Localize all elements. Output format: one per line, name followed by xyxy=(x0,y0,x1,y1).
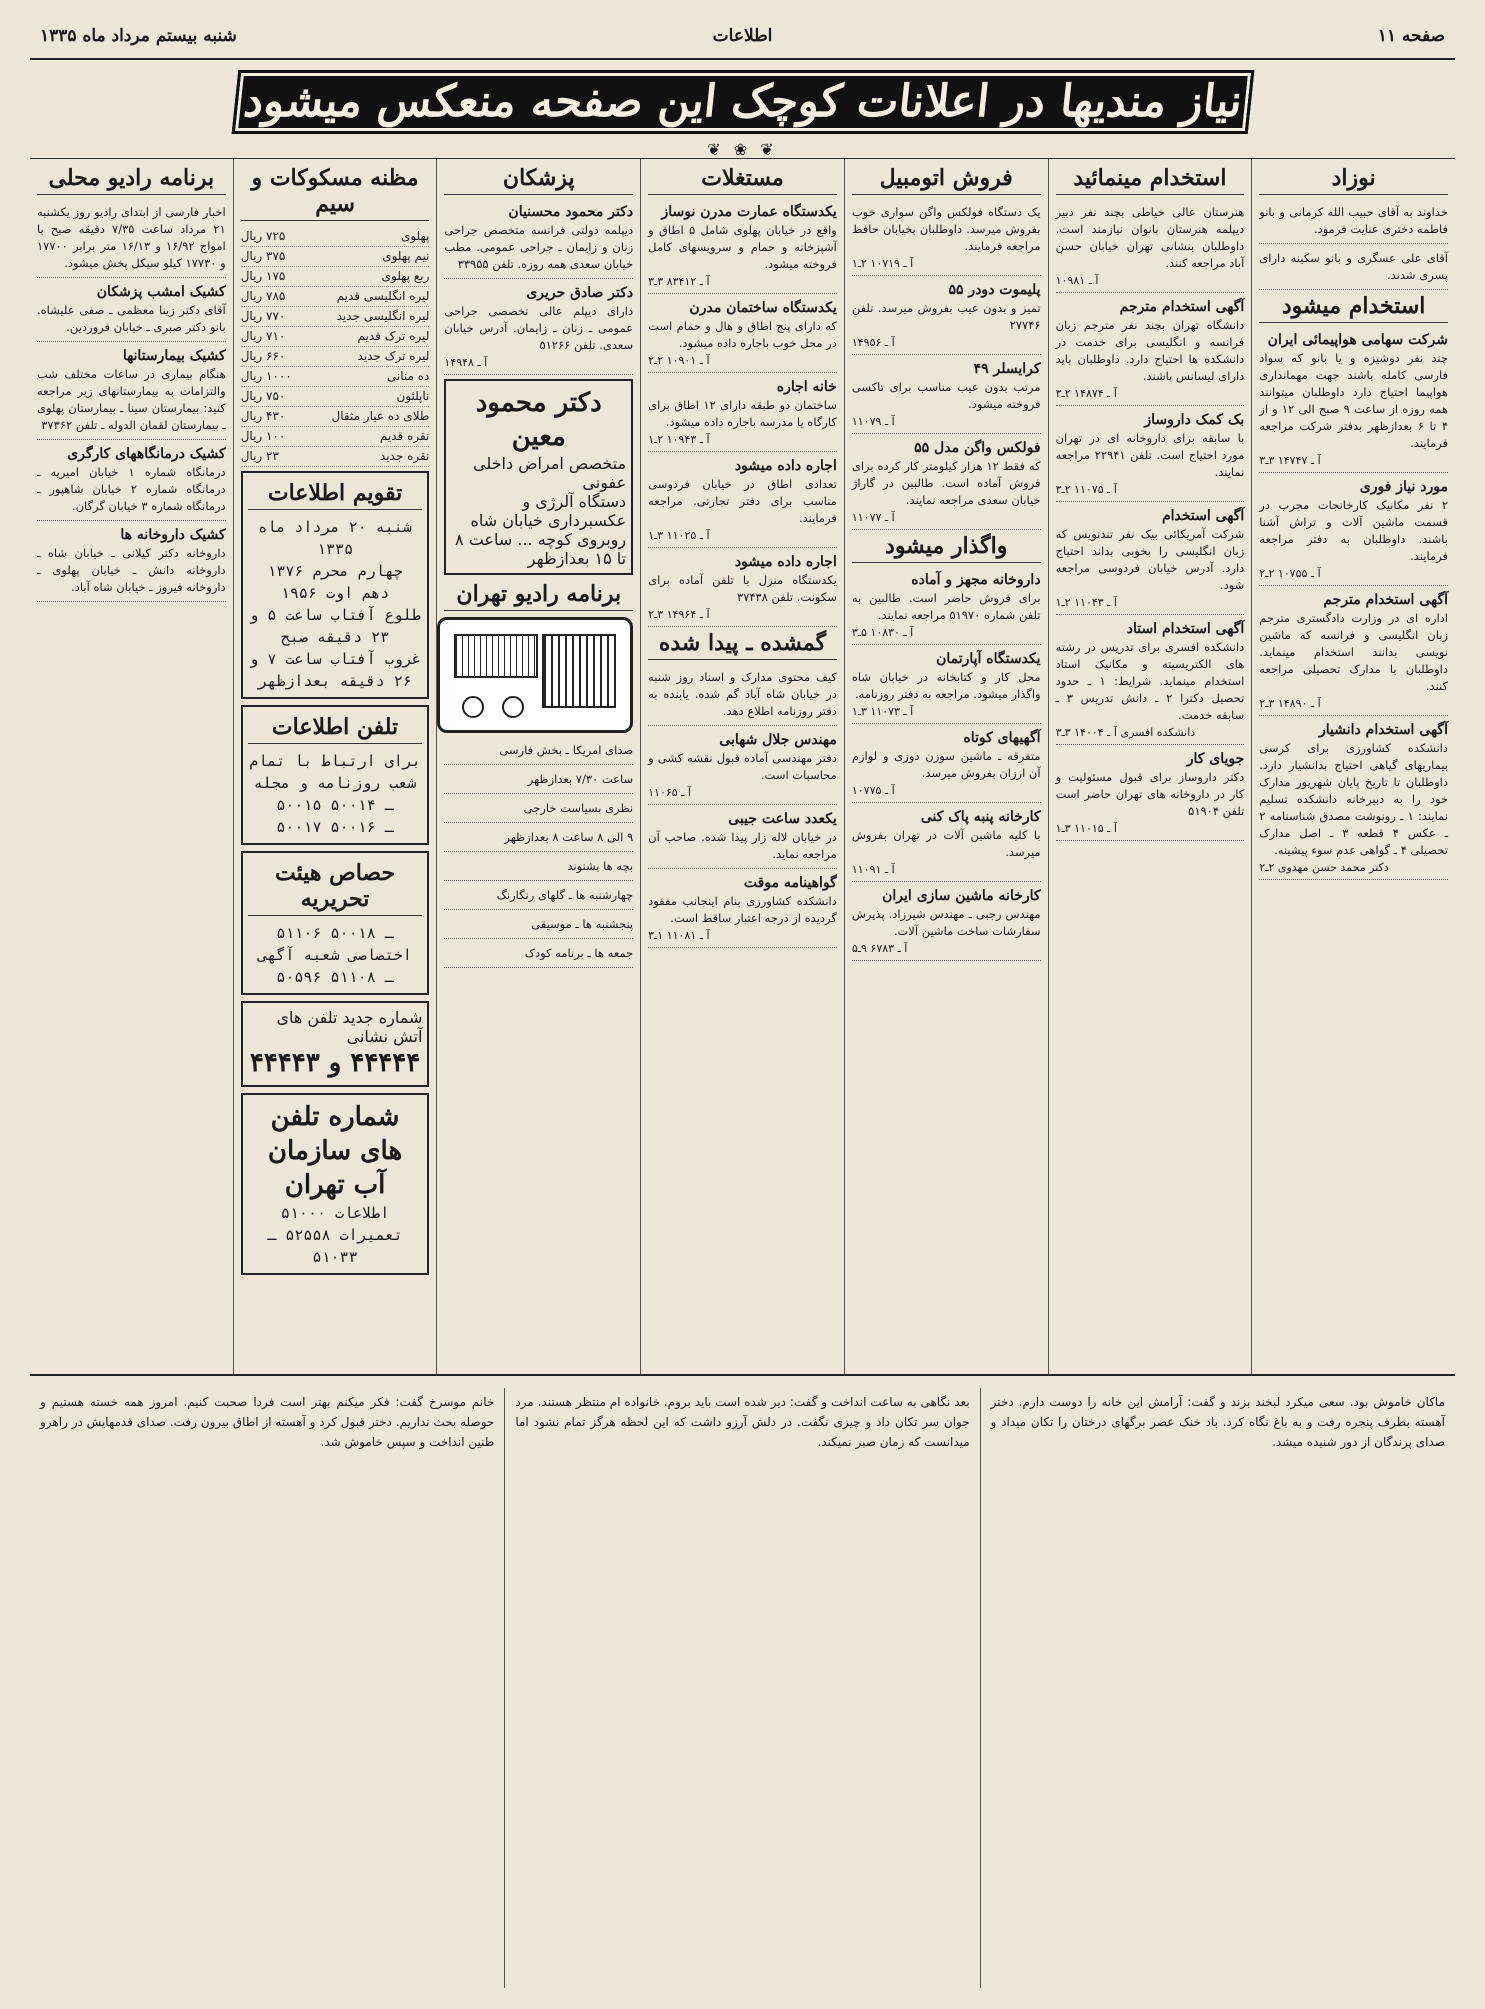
price-row xyxy=(241,367,430,387)
ad-title: کارخانه ماشین سازی ایران xyxy=(882,888,1041,904)
classified-ad xyxy=(1259,247,1448,290)
ad-code: آ ـ ۱۱۰۷۹ xyxy=(851,415,895,428)
water-line: تعمیرات ۵۲۵۵۸ ـ ۵۱۰۳۳ xyxy=(267,1226,403,1266)
editorial-phones-line: اختصاصی شعبه آگهی xyxy=(258,946,412,964)
classified-ad xyxy=(648,551,837,627)
ad-body: شرکت آمریکائی بیک نفر تندنویس که زبان انگلیسی را بخوبی بداند احتیاج دارد. آدرس خیابان فردوسی مراجعه شود. xyxy=(1055,527,1245,592)
calendar-line: دهم اوت ۱۹۵۶ xyxy=(280,584,390,602)
radio-item: صدای امریکا ـ بخش فارسی xyxy=(499,743,634,757)
classified-column xyxy=(436,159,640,1374)
ad-code: آ ـ ۱۰۷۵۵ ۲ـ۲ xyxy=(1259,567,1321,580)
calendar-line: چهارم محرم ۱۳۷۶ xyxy=(267,562,403,580)
ad-body: آقای دکتر زینا معظمی ـ صفی علیشاه. بانو دکتر صبری ـ خیابان فروردین. xyxy=(36,303,226,334)
doctor-ad-box xyxy=(444,379,633,575)
classified-ad xyxy=(1056,296,1245,406)
ad-body: دانشکده کشاورزی برای کرسی بیماریهای گیاهی احتیاج بدانشیار دارد. داوطلبان تا تاریخ پایان شهریور مدارک خود را به دبیرخانه دانشکده تسلیم نمایند: ۱ ـ رونوشت مصدق شناسنامه ۲ ـ عکس ۴ قطعه ۳ ـ اصل مدارک تحصیلی ۴ ـ گواهی عدم سوء پیشینه. xyxy=(1259,741,1448,857)
ad-code: آ ـ ۱۱۰۹۱ xyxy=(851,863,895,876)
water-org-box xyxy=(241,1093,430,1275)
price-value: ۱۰۰ ریال xyxy=(240,429,286,443)
price-row xyxy=(241,307,430,327)
price-name: نقره قدیم xyxy=(379,429,430,443)
ad-body: یکدستگاه منزل با تلفن آماده برای سکونت. تلفن ۳۷۴۳۸ xyxy=(648,573,837,604)
price-row xyxy=(241,407,430,427)
ad-code: دکتر محمد حسن مهدوی ۲ـ۲ xyxy=(1259,861,1389,874)
classified-ad xyxy=(852,806,1041,882)
classified-ad xyxy=(852,727,1041,803)
ad-code: آ ـ ۱۴۸۷۴ ۲ـ۳ xyxy=(1055,387,1117,400)
radio-program xyxy=(444,826,633,852)
ad-body: که فقط ۱۲ هزار کیلومتر کار کرده برای فروش آماده است. طالبین در گاراژ خیابان سعدی مراجعه نمایند. xyxy=(851,459,1041,507)
ad-code: آ ـ ۱۱۰۷۵ ۲ـ۳ xyxy=(1055,483,1117,496)
ad-code: آ ـ ۱۱۰۴۳ ۲ـ۱ xyxy=(1055,596,1117,609)
ad-body: با سابقه برای داروخانه ای در تهران مورد احتیاج است. تلفن ۲۲۹۴۱ مراجعه نمایند. xyxy=(1055,431,1245,479)
ad-body: ساختمان دو طبقه دارای ۱۲ اطاق برای کارگاه یا مدرسه باجاره داده میشود. xyxy=(648,398,837,429)
classified-ad xyxy=(648,729,837,805)
price-name: ده منانی xyxy=(386,369,430,383)
ad-body: واقع در خیابان پهلوی شامل ۵ اطاق و آشپزخانه و حمام و سرویسهای کامل فروخته میشود. xyxy=(648,223,837,271)
page-number: صفحه ۱۱ xyxy=(1377,26,1445,46)
column-heading: نوزاد xyxy=(1259,165,1448,195)
ad-code: آ ـ ۱۰۹۴۳ ۲ـ۱ xyxy=(648,433,710,446)
calendar-heading: تقویم اطلاعات xyxy=(248,480,423,510)
classified-ad xyxy=(648,872,837,948)
column-heading: مستغلات xyxy=(648,165,837,195)
radio-part xyxy=(542,634,616,708)
price-name: ناپلئون xyxy=(396,389,430,403)
editorial-phones-line: ۵۱۱۰۶ ـ ۵۰۰۱۸ xyxy=(276,924,394,942)
ad-title: یکدستگاه عمارت مدرن نوساز xyxy=(661,204,837,220)
classified-ad xyxy=(648,201,837,294)
classified-ad xyxy=(852,569,1041,645)
ad-body: مرتب بدون عیب مناسب برای تاکسی فروخته میشود. xyxy=(851,380,1041,411)
classified-ad xyxy=(1259,719,1448,880)
ad-title: آگهی استخدام مترجم xyxy=(1119,299,1245,315)
radio-program xyxy=(444,884,633,910)
ad-code: آ ـ ۱۴۹۵۶ xyxy=(851,336,895,349)
classified-ad xyxy=(1259,589,1448,716)
price-name: لیره ترک قدیم xyxy=(357,329,430,343)
radio-program xyxy=(444,855,633,881)
price-value: ۶۶۰ ریال xyxy=(240,349,286,363)
ad-body: دانشکده کشاورزی بنام اینجانب مفقود گردیده از درجه اعتبار ساقط است. xyxy=(648,894,837,925)
ad-title: آگهی استخدام مترجم xyxy=(1323,592,1448,608)
radio-program xyxy=(444,913,633,939)
price-value: ۷۵۰ ریال xyxy=(240,389,286,403)
ad-code: آ ـ ۱۴۸۹۰ ۳ـ۲ xyxy=(1259,697,1321,710)
ad-body: هنرستان عالی خیاطی بچند نفر دبیر دیپلمه هنرستان بانوان نیازمند است. داوطلبان بنشانی تهران خیابان حسن آباد مراجعه کنند. xyxy=(1055,205,1245,270)
coin-prices-table xyxy=(241,227,430,467)
ad-code: آ ـ ۸۳۴۱۲ ۳ـ۳ xyxy=(648,275,710,288)
ad-code: آ ـ ۱۰۷۱۹ ۲ـ۱ xyxy=(851,257,914,270)
column-heading: استخدام میشود xyxy=(1259,293,1448,323)
classifieds-columns xyxy=(30,158,1455,1376)
ad-title: کرایسلر ۴۹ xyxy=(973,361,1041,377)
ad-title: گواهینامه موقت xyxy=(743,875,837,891)
classified-ad xyxy=(852,201,1041,276)
ad-title: کشیک بیمارستانها xyxy=(122,348,226,364)
ad-code: دانشکده افسری آ ـ ۱۴۰۰۴ ۳ـ۳ xyxy=(1055,726,1196,739)
phone-info-line: ۵۰۰۱۵ ـ ۵۰۰۱۴ xyxy=(276,796,394,814)
calendar-line: غروب آفتاب ساعت ۷ و ۲۶ دقیقه بعدازظهر xyxy=(249,650,421,690)
classified-ad xyxy=(648,376,837,452)
column-heading: استخدام مینمائید xyxy=(1056,165,1245,195)
ad-body: دکتر داروساز برای قبول مسئولیت و کار در داروخانه های تهران حاضر است تلفن ۵۱۹۰۴ xyxy=(1055,770,1245,818)
classified-ad xyxy=(1056,748,1245,841)
ad-body: داروخانه دکتر کیلانی ـ خیابان شاه ـ داروخانه دانش ـ خیابان پهلوی ـ داروخانه فیروز ـ خیابان شاه آباد. xyxy=(36,546,226,594)
price-name: طلای ده عیار مثقال xyxy=(331,409,430,423)
column-heading: گمشده ـ پیدا شده xyxy=(648,630,837,660)
price-value: ۱۷۵ ریال xyxy=(240,269,286,283)
price-value: ۷۱۰ ریال xyxy=(240,329,286,343)
story-column: بعد نگاهی به ساعت انداخت و گفت: دیر شده است باید بروم. خانواده ام منتظر هستند. مرد جوان سر تکان داد و چیزی نگفت. در دلش آرزو داشت که این لحظه هرگز تمام نشود اما میدانست که زمان صبر نمیکند. xyxy=(504,1388,979,1988)
doctor-specialty: متخصص امراض داخلی عفونی xyxy=(473,454,627,492)
classified-ad xyxy=(648,455,837,548)
classified-ad xyxy=(648,808,837,869)
editorial-phones-heading: حصاص هیئت تحریریه xyxy=(248,860,423,916)
classified-column xyxy=(1251,159,1455,1374)
ad-code: آ ـ ۶۷۸۳ ۹ـ۵ xyxy=(851,942,908,955)
ad-body: دیپلمه دولتی فرانسه متخصص جراحی زنان و زایمان ـ جراحی عمومی. مطب خیابان سعدی همه روزه. تلفن ۳۳۹۵۵ xyxy=(444,223,634,271)
column-heading: واگذار میشود xyxy=(852,533,1041,563)
classified-ad xyxy=(648,297,837,373)
column-heading: مظنه مسکوکات و سیم xyxy=(241,165,430,221)
ad-body: آقای علی عسگری و بانو سکینه دارای پسری شدند. xyxy=(1259,251,1448,282)
price-name: ربع پهلوی xyxy=(381,269,430,283)
ad-title: پلیموت دودر ۵۵ xyxy=(948,282,1041,298)
calendar-line: طلوع آفتاب ساعت ۵ و ۲۳ دقیقه صبح xyxy=(249,606,421,646)
radio-program xyxy=(444,797,633,823)
ad-title: دکتر صادق حریری xyxy=(526,285,634,301)
radio-program xyxy=(444,942,633,968)
radio-item: چهارشنبه ها ـ گلهای رنگارنگ xyxy=(496,888,634,902)
classified-column xyxy=(640,159,844,1374)
price-row xyxy=(241,427,430,447)
ad-code: آ ـ ۱۰۷۷۵ xyxy=(851,784,895,797)
price-row xyxy=(241,247,430,267)
classified-ad xyxy=(648,666,837,726)
ad-body: دارای دیپلم عالی تخصصی جراحی عمومی ـ زنان ـ زایمان. آدرس خیابان سعدی. تلفن ۵۱۲۶۶ xyxy=(444,304,634,352)
ad-title: آگهی استخدام دانشیار xyxy=(1319,722,1448,738)
ad-title: کشیک داروخانه ها xyxy=(120,527,226,543)
column-heading: برنامه رادیو محلی xyxy=(37,165,226,195)
classified-ad xyxy=(37,201,226,278)
water-org-heading: شماره تلفن های سازمان آب تهران xyxy=(267,1102,403,1200)
ad-title: اجاره داده میشود xyxy=(734,554,837,570)
ad-title: کارخانه پنبه پاک کنی xyxy=(920,809,1041,825)
ad-code: آ ـ ۱۴۹۶۴ ۳ـ۲ xyxy=(648,608,710,621)
ad-body: دانشکده افسری برای تدریس در رشته های الکتریسیته و مکانیک استاد استخدام مینماید. شرایط: ۱ ـ حدود تحصیل دکترا ۲ ـ دانش تدریس ۳ ـ سابقه خدمت. xyxy=(1055,640,1245,722)
radio-part xyxy=(502,696,524,718)
classified-ad xyxy=(1056,201,1245,293)
editorial-phones-line: ۵۰۵۹۶ ـ ۵۱۱۰۸ xyxy=(276,968,394,986)
ad-body: کیف محتوی مدارک و اسناد روز شنبه در خیابان شاه آباد گم شده. یابنده به دفتر روزنامه اطلاع دهد. xyxy=(648,670,837,718)
ad-title: دکتر محمود محسنیان xyxy=(508,204,634,220)
radio-part xyxy=(462,696,484,718)
ad-body: خداوند به آقای حبیب الله کرمانی و بانو فاطمه دختری عنایت فرمود. xyxy=(1259,205,1448,236)
price-name: پهلوی xyxy=(400,229,430,243)
ad-title: جویای کار xyxy=(1186,751,1245,767)
ad-title: کشیک درمانگاههای کارگری xyxy=(67,446,226,462)
ad-title: یکدستگاه ساختمان مدرن xyxy=(689,300,837,316)
ad-body: با کلیه ماشین آلات در تهران بفروش میرسد. xyxy=(851,828,1041,859)
ad-body: دفتر مهندسی آماده قبول نقشه کشی و محاسبات است. xyxy=(648,751,837,782)
doctor-address: دستگاه آلرژی و عکسبرداری خیابان شاه روبروی کوچه ... ساعت ۸ تا ۱۵ بعدازظهر xyxy=(455,492,627,568)
ad-body: متفرقه ـ ماشین سوزن دوزی و لوازم آن ارزان بفروش میرسد. xyxy=(851,749,1041,780)
ad-title: بک کمک داروساز xyxy=(1144,412,1245,428)
ad-body: تعدادی اطاق در خیابان فردوسی مناسب برای دفتر تجارتی. مراجعه فرمایند. xyxy=(648,477,837,525)
price-name: لیره انگلیسی جدید xyxy=(336,309,430,323)
classified-ad xyxy=(37,443,226,521)
issue-date: شنبه بیستم مرداد ماه ۱۳۳۵ xyxy=(40,26,237,46)
classified-ad xyxy=(1056,409,1245,502)
fire-dept-box xyxy=(241,1001,430,1087)
price-row xyxy=(241,227,430,247)
fire-dept-heading: شماره جدید تلفن های آتش نشانی xyxy=(276,1008,423,1046)
phone-info-line: ۵۰۰۱۷ ـ ۵۰۰۱۶ xyxy=(276,818,394,836)
price-value: ۴۳۰ ریال xyxy=(240,409,286,423)
newspaper-name: اطلاعات xyxy=(712,26,773,46)
classified-ad xyxy=(444,282,633,375)
radio-item: پنجشنبه ها ـ موسیقی xyxy=(531,917,634,931)
classified-ad xyxy=(852,437,1041,530)
ad-body: برای فروش حاضر است. طالبین به تلفن شماره ۵۱۹۷۰ مراجعه نمایند. xyxy=(851,591,1041,622)
ad-title: یکدستگاه آپارتمان xyxy=(936,651,1041,667)
price-row xyxy=(241,287,430,307)
classified-ad xyxy=(852,358,1041,434)
radio-item: ۹ الی ۸ ساعت ۸ بعدازظهر xyxy=(504,830,634,844)
classifieds-banner: نیاز مندیها در اعلانات کوچک این صفحه منعکس میشود xyxy=(231,70,1254,134)
ad-body: یک دستگاه فولکس واگن سواری خوب بفروش میرسد. داوطلبان بخیابان حافظ مراجعه فرمایند. xyxy=(851,205,1041,253)
phone-info-box xyxy=(241,705,430,845)
ad-code: آ ـ ۱۱۰۷۳ ۳ـ۱ xyxy=(851,705,914,718)
fire-dept-phone: ۴۴۴۴۴ و ۴۴۴۴۳ xyxy=(249,1048,421,1078)
editorial-phones-box xyxy=(241,851,430,995)
ad-code: آ ـ ۱۱۰۷۷ xyxy=(851,511,895,524)
classified-ad xyxy=(852,648,1041,724)
ad-body: اداره ای در وزارت دادگستری مترجم زبان انگلیسی و فرانسه که ماشین نویسی بدانند استخدام مینماید. داوطلبان با مدارک تحصیلی مراجعه کنند. xyxy=(1259,611,1448,693)
ad-code: آ ـ ۱۱۰۸۱ ۱ـ۳ xyxy=(648,929,710,942)
price-row xyxy=(241,347,430,367)
radio-item: بچه ها بشنوند xyxy=(567,859,634,873)
price-value: ۱۰۰۰ ریال xyxy=(240,369,292,383)
ad-title: آگهیهای کوتاه xyxy=(963,730,1041,746)
ad-body: هنگام بیماری در ساعات مختلف شب والتزامات به بیمارستانهای زیر مراجعه کنید: بیمارستان سینا ـ بیمارستان پهلوی ـ بیمارستان لقمان الدوله ـ تلفن ۳۷۳۶۲ xyxy=(36,367,226,432)
radio-heading: برنامه رادیو تهران xyxy=(444,581,633,611)
ad-body: تمیز و بدون عیب بفروش میرسد. تلفن ۲۷۷۴۶ xyxy=(851,301,1041,332)
classified-ad xyxy=(1056,618,1245,745)
price-value: ۷۲۵ ریال xyxy=(240,229,286,243)
story-column: خانم موسرخ گفت: فکر میکنم بهتر است فردا صحبت کنیم. امروز همه خسته هستیم و حوصله بحث نداریم. دختر قبول کرد و آهسته از اطاق بیرون رفت. صدای قدمهایش در راهرو طنین انداخت و سپس خاموش شد. xyxy=(40,1395,495,1449)
ad-body: در خیابان لاله زار پیدا شده. صاحب آن مراجعه نماید. xyxy=(648,830,837,861)
price-value: ۷۸۵ ریال xyxy=(240,289,286,303)
classified-ad xyxy=(37,345,226,440)
ad-body: محل کار و کتابخانه در خیابان شاه واگذار میشود. مراجعه به دفتر روزنامه. xyxy=(851,670,1041,701)
newspaper-page xyxy=(30,18,1455,1993)
ad-body: مهندس رجبی ـ مهندس شیرزاد. پذیرش سفارشات ساخت ماشین آلات. xyxy=(851,907,1041,938)
phone-info-heading: تلفن اطلاعات xyxy=(248,714,423,744)
price-row xyxy=(241,267,430,287)
price-name: نیم پهلوی xyxy=(382,249,430,263)
ad-code: آ ـ ۱۰۸۳۰ ۵ـ۳ xyxy=(851,626,914,639)
ad-title: یکعدد ساعت جیبی xyxy=(728,811,837,827)
column-heading: پزشکان xyxy=(444,165,633,195)
calendar-line: شنبه ۲۰ مرداد ماه ۱۳۳۵ xyxy=(258,518,412,558)
classified-column xyxy=(844,159,1048,1374)
ad-body: درمانگاه شماره ۱ خیابان امیریه ـ درمانگاه شماره ۲ خیابان شاهپور ـ درمانگاه شماره ۳ خیابان گرگان. xyxy=(36,465,226,513)
ad-body: چند نفر دوشیزه و یا بانو که سواد فارسی کامله باشند جهت مهمانداری هواپیما احتیاج دارد داوطلبان میتوانند همه روزه از ساعت ۹ صبح الی ۱۲ و از ۴ تا ۶ بعدازظهر بدفتر شرکت مراجعه فرمایند. xyxy=(1259,351,1449,450)
ad-title: خانه اجاره xyxy=(776,379,837,395)
price-row xyxy=(241,387,430,407)
classified-ad xyxy=(1259,201,1448,244)
classified-ad xyxy=(37,281,226,342)
column-heading: فروش اتومبیل xyxy=(852,165,1041,195)
ad-title: مهندس جلال شهابی xyxy=(719,732,837,748)
price-name: لیره ترک جدید xyxy=(357,349,430,363)
ad-code: آ ـ ۱۴۷۴۷ ۳ـ۳ xyxy=(1259,454,1321,467)
classified-ad xyxy=(1259,329,1448,473)
price-value: ۷۷۰ ریال xyxy=(240,309,286,323)
ad-code: آ ـ ۱۰۹۸۱ xyxy=(1055,274,1099,287)
classified-ad xyxy=(37,524,226,602)
classified-ad xyxy=(852,279,1041,355)
doctor-name: دکتر محمود معین xyxy=(475,388,602,452)
price-row xyxy=(241,327,430,347)
ad-body: که دارای پنج اطاق و هال و حمام است در محل خوب باجاره داده میشود. xyxy=(648,319,837,350)
story-column: ماکان خاموش بود. سعی میکرد لبخند بزند و گفت: آرامش این خانه را دوست دارم. دختر آهسته بطرف پنجره رفت و به باغ نگاه کرد. باد خنک عصر برگهای درختان را تکان میداد و صدای پرندگان از دور شنیده میشد. xyxy=(980,1388,1455,1988)
page-header xyxy=(30,18,1455,60)
classified-ad xyxy=(1259,476,1448,586)
calendar-box xyxy=(241,471,430,699)
radio-item: نظری بسیاست خارجی xyxy=(523,801,634,815)
ad-title: آگهی استخدام استاد xyxy=(1126,621,1245,637)
ad-code: آ ـ ۱۴۹۴۸ xyxy=(444,356,488,369)
price-value: ۳۷۵ ریال xyxy=(240,249,286,263)
classified-ad xyxy=(444,201,633,279)
ad-title: شرکت سهامی هواپیمائی ایران xyxy=(1267,332,1448,348)
classified-ad xyxy=(1056,505,1245,615)
radio-item: ساعت ۷/۳۰ بعدازظهر xyxy=(527,772,634,786)
classified-column xyxy=(30,159,233,1374)
radio-item: جمعه ها ـ برنامه کودک xyxy=(524,946,634,960)
ad-code: آ ـ ۱۱۰۶۵ xyxy=(648,786,691,799)
ad-body: ۲ نفر مکانیک کارخانجات مجرب در قسمت ماشین آلات و تراش آشنا باشند. داوطلبان به دفتر مراجعه فرمایند. xyxy=(1259,498,1448,563)
ad-code: آ ـ ۱۱۰۱۵ ۳ـ۱ xyxy=(1055,822,1117,835)
water-line: اطلاعات ۵۱۰۰۰ xyxy=(280,1204,390,1222)
ad-title: فولکس واگن مدل ۵۵ xyxy=(914,440,1041,456)
classified-column xyxy=(233,159,437,1374)
radio-program xyxy=(444,739,633,765)
radio-part xyxy=(454,634,538,678)
price-value: ۲۳ ریال xyxy=(240,449,279,463)
serial-story xyxy=(30,1388,1455,1988)
ad-title: اجاره داده میشود xyxy=(734,458,837,474)
ad-title: داروخانه مجهز و آماده xyxy=(911,572,1041,588)
ad-title: آگهی استخدام xyxy=(1161,508,1245,524)
ad-body: اخبار فارسی از ابتدای رادیو روز یکشنبه ۲۱ مرداد ساعت ۷/۳۵ دقیقه صبح با امواج ۱۶/۹۲ و ۱۶/۱۳ متر برابر ۱۷۷۰۰ و ۱۷۷۳۰ کیلو سیکل پخش میشود. xyxy=(36,205,226,270)
ad-body: دانشگاه تهران بچند نفر مترجم زبان فرانسه و انگلیسی برای خدمت در دانشکده ها احتیاج دارد. داوطلبان باید دارای لیسانس باشند. xyxy=(1055,318,1245,383)
ad-title: مورد نیاز فوری xyxy=(1359,479,1448,495)
price-row xyxy=(241,447,430,467)
price-name: نقره جدید xyxy=(379,449,430,463)
radio-icon xyxy=(437,617,633,733)
ad-code: آ ـ ۱۰۹۰۱ ۲ـ۲ xyxy=(648,354,710,367)
radio-program xyxy=(444,768,633,794)
classified-column xyxy=(1048,159,1252,1374)
price-name: لیره انگلیسی قدیم xyxy=(336,289,430,303)
phone-info-line: برای ارتباط با تمام شعب روزنامه و مجله xyxy=(249,752,421,792)
classified-ad xyxy=(852,885,1041,961)
ad-title: کشیک امشب پزشکان xyxy=(96,284,226,300)
ad-code: آ ـ ۱۱۰۲۵ ۳ـ۱ xyxy=(648,529,710,542)
ornament-divider: ❦ ❀ ❦ xyxy=(707,140,778,159)
